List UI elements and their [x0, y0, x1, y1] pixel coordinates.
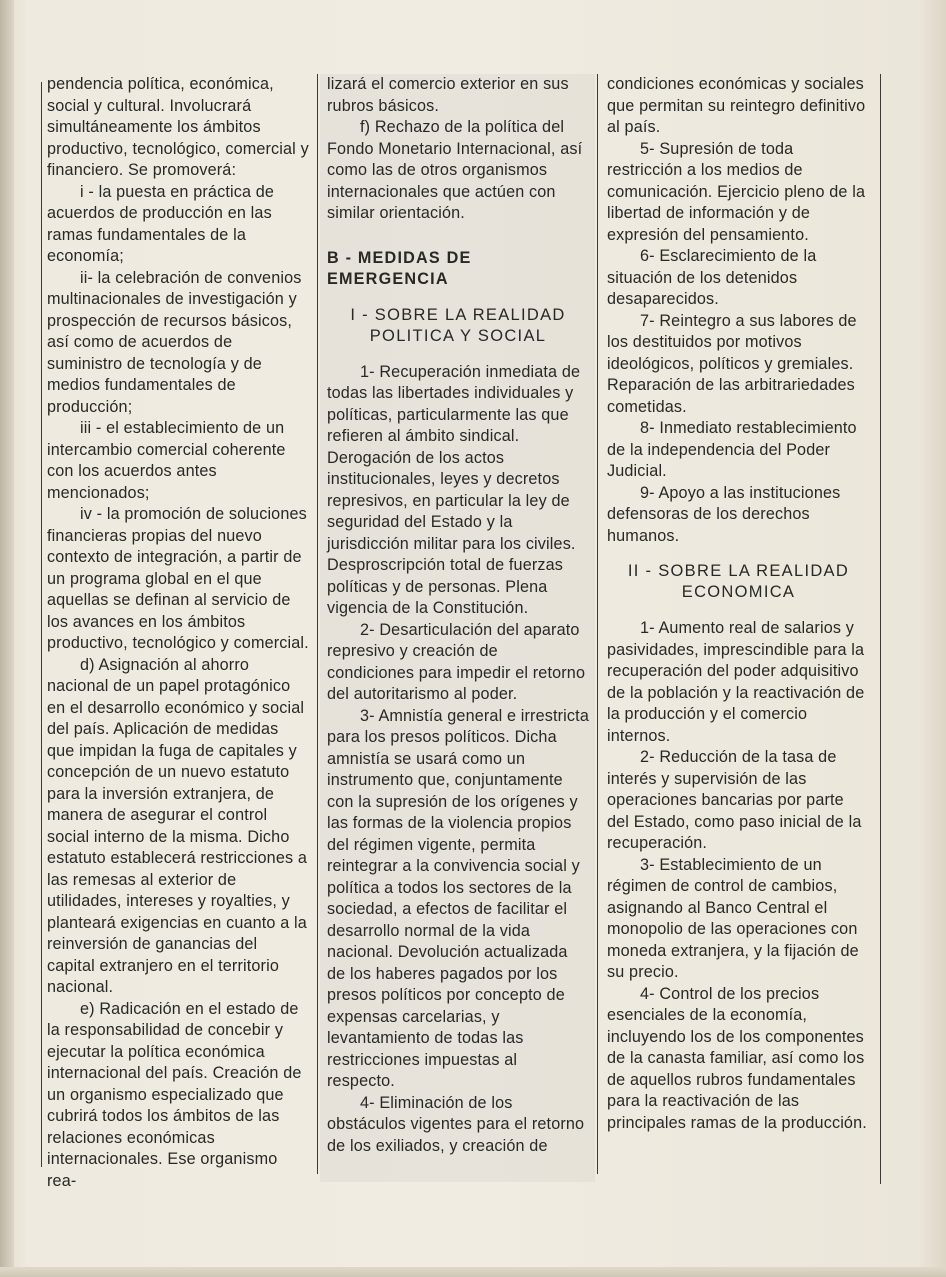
list-item: 3- Establecimiento de un régimen de control de cambios, asignando al Banco Central el monopolio de las operaciones con moneda extranjera, y la fijación de su precio. [607, 855, 859, 981]
column-rule-2 [597, 74, 598, 1174]
list-item: 3- Amnistía general e irrestricta para los presos políticos. Dicha amnistía se usará como un instrumento que, conjuntamente con la supresión de los orígenes y las formas de la violencia propios del régimen vigente, permita reintegrar a la convivencia social y política a todos los sectores de la sociedad, a efectos de facilitar el desarrollo normal de la vida nacional. Devolución actualizada de los haberes pagados por los presos políticos por concepto de expensas carcelarias, y levantamiento de todas las restricciones impuestas al respecto. [327, 706, 589, 1090]
list-item: 5- Supresión de toda restricción a los medios de comunicación. Ejercicio pleno de la libertad de información y de expresión del pensamiento. [607, 139, 866, 244]
column-rule-right [880, 74, 881, 1184]
paragraph: lizará el comercio exterior en sus rubros básicos. [327, 75, 569, 115]
paragraph: e) Radicación en el estado de la responsabilidad de concebir y ejecutar la política económica internacional del país. Creación de un organismo especializado que cubrirá todos los ámbitos de las relaciones económicas internacionales. Ese organismo rea- [47, 999, 302, 1190]
list-item: 1- Aumento real de salarios y pasividades, imprescindible para la recuperación del poder adquisitivo de la población y la reactivación de la producción y el comercio internos. [607, 619, 865, 745]
paragraph: condiciones económicas y sociales que permitan su reintegro definitivo al país. [607, 75, 866, 136]
paragraph: pendencia política, económica, social y cultural. Involucrará simultáneamente los ámbitos productivo, tecnológico, comercial y financiero. Se promoverá: [47, 75, 309, 179]
list-item: 2- Desarticulación del aparato represivo y creación de condiciones para impedir el retorno del autoritarismo al poder. [327, 620, 586, 703]
subsection-heading: II - SOBRE LA REALIDAD ECONOMICA [627, 562, 850, 601]
list-item: 8- Inmediato restablecimiento de la independencia del Poder Judicial. [607, 419, 857, 480]
page-bottom-edge [0, 1267, 946, 1277]
list-item: 2- Reducción de la tasa de interés y supervisión de las operaciones bancarias por parte del Estado, como paso inicial de la recuperación. [607, 748, 862, 852]
list-item: 7- Reintegro a sus labores de los destituidos por motivos ideológicos, políticos y gremiales. Reparación de las arbitrariedades cometidas. [607, 311, 857, 416]
list-item: 4- Eliminación de los obstáculos vigentes para el retorno de los exiliados, y creación de [327, 1093, 585, 1155]
text-column-3 [607, 74, 870, 1172]
text-column-2 [327, 74, 589, 1172]
list-item: 1- Recuperación inmediata de todas las libertades individuales y políticas, particularmente las que refieren al ámbito sindical. Derogación de los actos institucionales, leyes y decretos represivos, en particular la ley de seguridad del Estado y la jurisdicción militar para los civiles. Desproscripción total de fuerzas políticas y de personas. Plena vigencia de la Constitución. [327, 362, 581, 617]
list-item: iv - la promoción de soluciones financieras propias del nuevo contexto de integración, a partir de un programa global en el que aquellas se definan al servicio de los avances en los ámbitos productivo, tecnológico y comercial. [47, 505, 309, 652]
paragraph: f) Rechazo de la política del Fondo Monetario Internacional, así como las de otros organismos internacionales que actúen con similar orientación. [327, 118, 583, 222]
column-rule-left [41, 82, 42, 1167]
list-item: 4- Control de los precios esenciales de la economía, incluyendo los de los componentes de la canasta familiar, así como los de aquellos rubros fundamentales para la reactivación de las principales ramas de la producción. [607, 984, 867, 1132]
text-column-1 [47, 74, 309, 1190]
paragraph: d) Asignación al ahorro nacional de un papel protagónico en el desarrollo económico y social del país. Aplicación de medidas que impidan la fuga de capitales y concepción de un nuevo estatuto para la inversión extranjera, de manera de asegurar el control social interno de la misma. Dicho estatuto establecerá restricciones a las remesas al exterior de utilidades, intereses y royalties, y planteará exigencias en cuanto a la reinversión de ganancias del capital extranjero en el territorio nacional. [47, 655, 308, 996]
list-item: ii- la celebración de convenios multinacionales de investigación y prospección de recursos básicos, así como de acuerdos de suministro de tecnología y de medios fundamentales de producción; [47, 268, 302, 416]
page-spine [0, 0, 14, 1277]
list-item: i - la puesta en práctica de acuerdos de producción en las ramas fundamentales de la economía; [47, 182, 275, 265]
list-item: 6- Esclarecimiento de la situación de los detenidos desaparecidos. [607, 247, 817, 308]
list-item: iii - el establecimiento de un intercambio comercial coherente con los acuerdos antes mencionados; [47, 419, 286, 502]
list-item: 9- Apoyo a las instituciones defensoras de los derechos humanos. [607, 483, 841, 545]
subsection-heading: I - SOBRE LA REALIDAD POLITICA Y SOCIAL [350, 305, 566, 345]
column-rule-1 [317, 74, 318, 1174]
section-heading: B - MEDIDAS DE EMERGENCIA [327, 248, 472, 288]
